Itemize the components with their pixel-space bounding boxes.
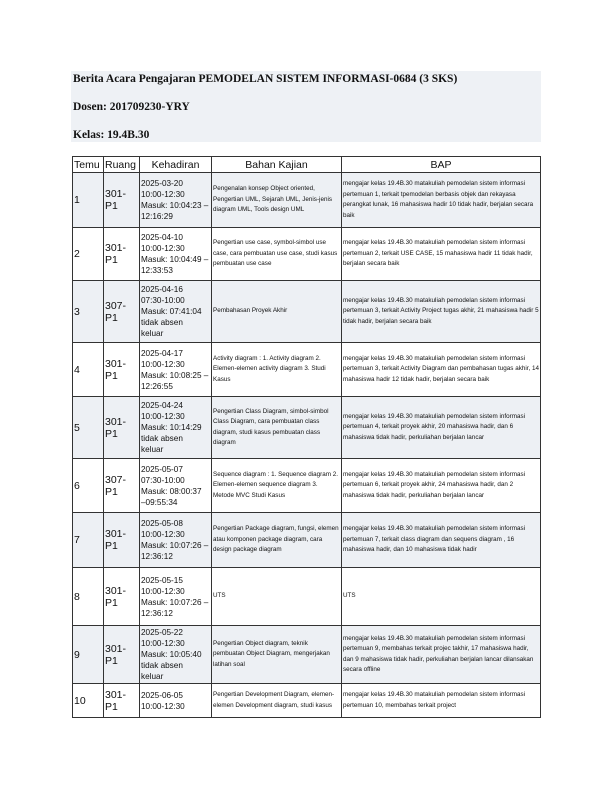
cell-temu: 2 bbox=[73, 228, 104, 281]
col-header-ruang: Ruang bbox=[104, 157, 140, 173]
kehadiran-line: 12:36:12 bbox=[141, 552, 173, 561]
kehadiran-line: 2025-05-22 bbox=[141, 628, 183, 637]
cell-bap: mengajar kelas 19.4B.30 matakuliah pemodelan sistem informasi pertemuan 1, terkait tpemodelan berbasis objek dan rekayasa perangkat lunak, 16 mahasiswa hadir 10 tidak hadir, berjalan secara baik bbox=[342, 173, 541, 228]
cell-bahan-kajian: Activity diagram : 1. Activity diagram 2. Elemen-elemen activity diagram 3. Studi Kasus bbox=[212, 343, 342, 397]
cell-temu: 1 bbox=[73, 173, 104, 228]
cell-bap: mengajar kelas 19.4B.30 matakuliah pemodelan sistem informasi pertemuan 4, terkait proyek akhir, 20 mahasiswa hadir, dan 6 mahasiswa tidak hadir, perkuliahan berjalan lancar bbox=[342, 397, 541, 459]
kehadiran-line: tidak absen bbox=[141, 661, 183, 670]
cell-bahan-kajian: Pengertian use case, symbol-simbol use case, cara pembuatan use case, studi kasus pembuatan use case bbox=[212, 228, 342, 281]
cell-temu: 10 bbox=[73, 684, 104, 718]
cell-kehadiran bbox=[140, 568, 212, 626]
cell-ruang: 301-P1 bbox=[104, 397, 140, 459]
kehadiran-line: 10:00-12:30 bbox=[141, 244, 185, 253]
kehadiran-line: 10:00-12:30 bbox=[141, 359, 185, 369]
kehadiran-line: 12:16:29 bbox=[141, 212, 173, 221]
col-header-bap: BAP bbox=[342, 157, 541, 173]
kehadiran-line: keluar bbox=[141, 329, 164, 338]
table-row bbox=[73, 459, 541, 513]
table-row bbox=[73, 513, 541, 568]
kehadiran-line: 10:00-12:30 bbox=[141, 412, 185, 421]
cell-temu: 7 bbox=[73, 513, 104, 568]
cell-ruang: 301-P1 bbox=[104, 173, 140, 228]
kehadiran-line: Masuk: 10:05:40 bbox=[141, 650, 202, 659]
cell-kehadiran bbox=[140, 228, 212, 281]
kehadiran-line: tidak absen bbox=[141, 434, 183, 443]
kehadiran-line: 2025-03-20 bbox=[141, 179, 183, 188]
kehadiran-line: 10:00-12:30 bbox=[141, 530, 185, 539]
cell-bahan-kajian: Pengertian Object diagram, teknik pembuatan Object Diagram, mengerjakan latihan soal bbox=[212, 626, 342, 684]
col-header-kehadiran: Kehadiran bbox=[140, 157, 212, 173]
cell-kehadiran bbox=[140, 397, 212, 459]
kehadiran-line: Masuk: 07:41:04 bbox=[141, 307, 202, 316]
kehadiran-line: Masuk: 10:07:26 – bbox=[141, 541, 209, 550]
cell-bap: mengajar kelas 19.4B.30 matakuliah pemodelan sistem informasi pertemuan 3, terkait Activity Diagram dan pembahasan tugas akhir, 14 mahasiswa hadir 12 tidak hadir, berjalan secara baik bbox=[342, 343, 541, 397]
cell-bahan-kajian: Sequence diagram : 1. Sequence diagram 2. Elemen-elemen sequence diagram 3. Metode MVC Studi Kasus bbox=[212, 459, 342, 513]
kehadiran-line: Masuk: 10:04:49 – bbox=[141, 255, 209, 264]
document-header bbox=[71, 71, 541, 142]
page-title: Berita Acara Pengajaran PEMODELAN SISTEM INFORMASI-0684 (3 SKS) bbox=[73, 73, 458, 85]
kehadiran-line: 2025-05-07 bbox=[141, 464, 183, 474]
cell-kehadiran bbox=[140, 343, 212, 397]
cell-ruang: 307-P1 bbox=[104, 459, 140, 513]
cell-bahan-kajian: Pembahasan Proyek Akhir bbox=[212, 281, 342, 343]
cell-kehadiran bbox=[140, 684, 212, 718]
col-header-temu: Temu bbox=[73, 157, 104, 173]
table-row bbox=[73, 281, 541, 343]
cell-bahan-kajian: Pengertian Development Diagram, elemen-elemen Development diagram, studi kasus bbox=[212, 684, 342, 718]
table-header-row bbox=[73, 157, 541, 173]
table-row bbox=[73, 568, 541, 626]
cell-temu: 6 bbox=[73, 459, 104, 513]
kehadiran-line: 07:30-10:00 bbox=[141, 296, 185, 305]
kehadiran-line: 2025-05-08 bbox=[141, 519, 183, 528]
cell-temu: 4 bbox=[73, 343, 104, 397]
kehadiran-line: 12:26:55 bbox=[141, 381, 173, 391]
cell-bahan-kajian: Pengenalan konsep Object oriented, Pengertian UML, Sejarah UML, Jenis-jenis diagram UML, Tools design UML bbox=[212, 173, 342, 228]
table-row bbox=[73, 228, 541, 281]
kehadiran-line: 10:00-12:30 bbox=[141, 190, 185, 199]
kehadiran-line: Masuk: 10:04:23 – bbox=[141, 201, 209, 210]
kehadiran-line: Masuk: 10:14:29 bbox=[141, 423, 202, 432]
cell-bap: mengajar kelas 19.4B.30 matakuliah pemodelan sistem informasi pertemuan 3, terkait Activity Project tugas akhir, 21 mahasiswa hadir 5 tidak hadir, berjalan secara baik bbox=[342, 281, 541, 343]
table-row bbox=[73, 173, 541, 228]
cell-temu: 3 bbox=[73, 281, 104, 343]
cell-kehadiran bbox=[140, 281, 212, 343]
cell-bap: mengajar kelas 19.4B.30 matakuliah pemodelan sistem informasi pertemuan 6, terkait proyek akhir, 24 mahasiswa hadir, dan 2 mahasiswa tidak hadir, perkuliahan berjalan lancar bbox=[342, 459, 541, 513]
kehadiran-line: 2025-04-24 bbox=[141, 401, 183, 410]
kehadiran-line: 2025-04-17 bbox=[141, 348, 183, 358]
cell-ruang: 301-P1 bbox=[104, 343, 140, 397]
cell-ruang: 301-P1 bbox=[104, 568, 140, 626]
cell-ruang: 301-P1 bbox=[104, 626, 140, 684]
kehadiran-line: 10:00-12:30 bbox=[141, 586, 185, 596]
cell-ruang: 301-P1 bbox=[104, 228, 140, 281]
cell-bap: UTS bbox=[342, 568, 541, 626]
kehadiran-line: Masuk: 08:00:37 bbox=[141, 486, 202, 496]
cell-kehadiran bbox=[140, 173, 212, 228]
kehadiran-line: 2025-06-05 bbox=[141, 690, 183, 700]
kehadiran-line: 10:00-12:30 bbox=[141, 639, 185, 648]
kehadiran-line: keluar bbox=[141, 672, 164, 681]
col-header-bahan-kajian: Bahan Kajian bbox=[212, 157, 342, 173]
cell-kehadiran bbox=[140, 459, 212, 513]
kehadiran-line: 2025-04-16 bbox=[141, 285, 183, 294]
kehadiran-line: 2025-04-10 bbox=[141, 233, 183, 242]
table-row bbox=[73, 397, 541, 459]
table-row bbox=[73, 343, 541, 397]
cell-bahan-kajian: Pengertian Package diagram, fungsi, elemen atau komponen package diagram, cara design package diagram bbox=[212, 513, 342, 568]
cell-ruang: 301-P1 bbox=[104, 513, 140, 568]
kehadiran-line: keluar bbox=[141, 445, 164, 454]
kehadiran-line: Masuk: 10:08:25 – bbox=[141, 370, 209, 380]
cell-bap: mengajar kelas 19.4B.30 matakuliah pemodelan sistem informasi pertemuan 10, membahas terkait project bbox=[342, 684, 541, 718]
kehadiran-line: 12:36:12 bbox=[141, 608, 173, 618]
cell-ruang: 307-P1 bbox=[104, 281, 140, 343]
cell-temu: 5 bbox=[73, 397, 104, 459]
cell-bap: mengajar kelas 19.4B.30 matakuliah pemodelan sistem informasi pertemuan 9, membahas terkait projec takhir, 17 mahasiswa hadir, dan 9 mahasiswa tidak hadir, perkuliahan berjalan lancar dilansakan secara offline bbox=[342, 626, 541, 684]
kehadiran-line: Masuk: 10:07:26 – bbox=[141, 597, 209, 607]
cell-temu: 8 bbox=[73, 568, 104, 626]
cell-bap: mengajar kelas 19.4B.30 matakuliah pemodelan sistem informasi pertemuan 7, terkait class diagram dan sequens diagram , 16 mahasiswa hadir, dan 10 mahasiswa tidak hadir bbox=[342, 513, 541, 568]
kehadiran-line: tidak absen bbox=[141, 318, 183, 327]
kehadiran-line: 07:30-10:00 bbox=[141, 475, 185, 485]
cell-kehadiran bbox=[140, 513, 212, 568]
lecturer-label: Dosen: 201709230-YRY bbox=[73, 101, 190, 113]
kehadiran-line: –09:55:34 bbox=[141, 497, 178, 507]
cell-bahan-kajian: UTS bbox=[212, 568, 342, 626]
kehadiran-line: 12:33:53 bbox=[141, 266, 173, 275]
cell-kehadiran bbox=[140, 626, 212, 684]
cell-ruang: 301-P1 bbox=[104, 684, 140, 718]
kehadiran-line: 2025-05-15 bbox=[141, 575, 183, 585]
cell-temu: 9 bbox=[73, 626, 104, 684]
kehadiran-line: 10:00-12:30 bbox=[141, 701, 185, 711]
cell-bap: mengajar kelas 19.4B.30 matakuliah pemodelan sistem informasi pertemuan 2, terkait USE CASE, 15 mahasiswa hadir 11 tidak hadir, berjalan secara baik bbox=[342, 228, 541, 281]
table-row bbox=[73, 626, 541, 684]
table-row bbox=[73, 684, 541, 718]
cell-bahan-kajian: Pengertian Class Diagram, simbol-simbol Class Diagram, cara pembuatan class diagram, studi kasus pembuatan class diagram bbox=[212, 397, 342, 459]
class-label: Kelas: 19.4B.30 bbox=[73, 129, 150, 141]
teaching-log-table bbox=[72, 156, 541, 718]
